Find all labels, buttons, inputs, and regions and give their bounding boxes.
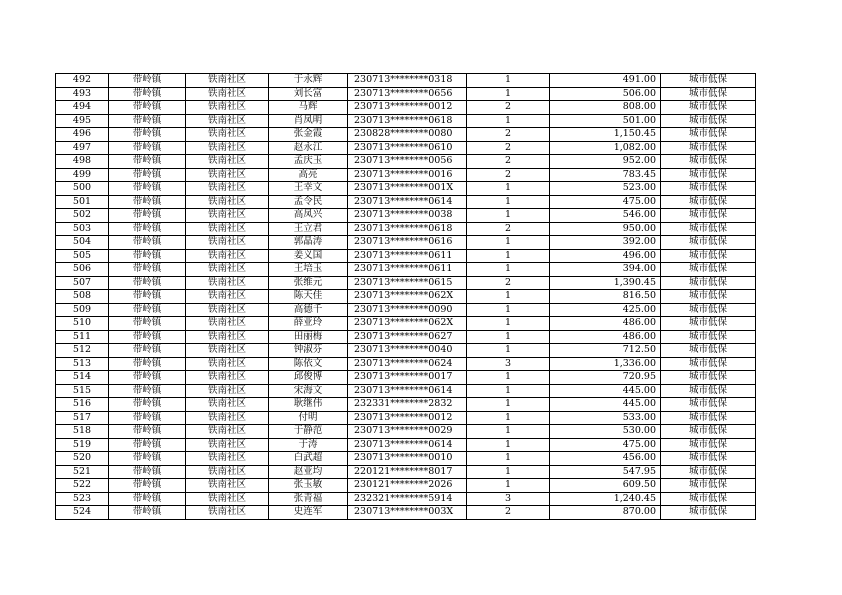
cell-category: 城市低保 <box>661 276 756 290</box>
cell-category: 城市低保 <box>661 479 756 493</box>
cell-amount: 808.00 <box>550 101 661 115</box>
cell-amount: 496.00 <box>550 249 661 263</box>
cell-amount: 491.00 <box>550 74 661 88</box>
cell-amount: 475.00 <box>550 195 661 209</box>
cell-category: 城市低保 <box>661 87 756 101</box>
cell-community: 铁南社区 <box>186 492 269 506</box>
cell-amount: 456.00 <box>550 452 661 466</box>
cell-id-number: 230713********0056 <box>348 155 467 169</box>
cell-household-size: 2 <box>467 141 550 155</box>
cell-id-number: 230828********0080 <box>348 128 467 142</box>
cell-household-size: 1 <box>467 317 550 331</box>
cell-row-number: 524 <box>56 506 109 520</box>
cell-household-size: 1 <box>467 330 550 344</box>
cell-row-number: 517 <box>56 411 109 425</box>
cell-name: 孟庆玉 <box>269 155 348 169</box>
cell-amount: 950.00 <box>550 222 661 236</box>
cell-town: 带岭镇 <box>109 128 186 142</box>
cell-town: 带岭镇 <box>109 249 186 263</box>
cell-town: 带岭镇 <box>109 438 186 452</box>
cell-row-number: 502 <box>56 209 109 223</box>
cell-community: 铁南社区 <box>186 344 269 358</box>
cell-town: 带岭镇 <box>109 317 186 331</box>
cell-category: 城市低保 <box>661 330 756 344</box>
cell-row-number: 493 <box>56 87 109 101</box>
cell-amount: 1,336.00 <box>550 357 661 371</box>
cell-row-number: 521 <box>56 465 109 479</box>
cell-town: 带岭镇 <box>109 452 186 466</box>
cell-household-size: 2 <box>467 276 550 290</box>
cell-household-size: 1 <box>467 438 550 452</box>
cell-id-number: 230713********0656 <box>348 87 467 101</box>
table-row <box>56 452 756 466</box>
cell-name: 付明 <box>269 411 348 425</box>
cell-category: 城市低保 <box>661 101 756 115</box>
data-table <box>55 73 756 520</box>
table-row <box>56 87 756 101</box>
table-row <box>56 479 756 493</box>
cell-town: 带岭镇 <box>109 357 186 371</box>
cell-id-number: 230121********2026 <box>348 479 467 493</box>
cell-household-size: 2 <box>467 128 550 142</box>
cell-id-number: 230713********0038 <box>348 209 467 223</box>
cell-category: 城市低保 <box>661 168 756 182</box>
cell-town: 带岭镇 <box>109 303 186 317</box>
cell-community: 铁南社区 <box>186 182 269 196</box>
cell-household-size: 1 <box>467 425 550 439</box>
cell-amount: 816.50 <box>550 290 661 304</box>
cell-id-number: 232321********5914 <box>348 492 467 506</box>
cell-household-size: 1 <box>467 344 550 358</box>
table-body <box>56 74 756 520</box>
cell-community: 铁南社区 <box>186 263 269 277</box>
cell-town: 带岭镇 <box>109 155 186 169</box>
cell-community: 铁南社区 <box>186 371 269 385</box>
cell-row-number: 508 <box>56 290 109 304</box>
cell-category: 城市低保 <box>661 357 756 371</box>
cell-town: 带岭镇 <box>109 236 186 250</box>
cell-name: 王立君 <box>269 222 348 236</box>
cell-community: 铁南社区 <box>186 168 269 182</box>
cell-household-size: 1 <box>467 290 550 304</box>
cell-row-number: 510 <box>56 317 109 331</box>
cell-amount: 1,240.45 <box>550 492 661 506</box>
cell-community: 铁南社区 <box>186 222 269 236</box>
cell-category: 城市低保 <box>661 128 756 142</box>
cell-community: 铁南社区 <box>186 236 269 250</box>
cell-name: 高德千 <box>269 303 348 317</box>
cell-community: 铁南社区 <box>186 438 269 452</box>
cell-id-number: 230713********0627 <box>348 330 467 344</box>
cell-name: 陈天佳 <box>269 290 348 304</box>
cell-community: 铁南社区 <box>186 101 269 115</box>
cell-id-number: 230713********0611 <box>348 249 467 263</box>
cell-town: 带岭镇 <box>109 411 186 425</box>
cell-town: 带岭镇 <box>109 182 186 196</box>
cell-town: 带岭镇 <box>109 384 186 398</box>
cell-community: 铁南社区 <box>186 425 269 439</box>
cell-amount: 392.00 <box>550 236 661 250</box>
cell-amount: 712.50 <box>550 344 661 358</box>
cell-household-size: 1 <box>467 398 550 412</box>
cell-town: 带岭镇 <box>109 276 186 290</box>
cell-id-number: 230713********0616 <box>348 236 467 250</box>
cell-row-number: 504 <box>56 236 109 250</box>
cell-category: 城市低保 <box>661 384 756 398</box>
cell-category: 城市低保 <box>661 74 756 88</box>
table-row <box>56 236 756 250</box>
cell-household-size: 1 <box>467 209 550 223</box>
cell-row-number: 511 <box>56 330 109 344</box>
table-row <box>56 303 756 317</box>
cell-household-size: 1 <box>467 236 550 250</box>
cell-community: 铁南社区 <box>186 479 269 493</box>
cell-category: 城市低保 <box>661 398 756 412</box>
cell-name: 孟令民 <box>269 195 348 209</box>
cell-household-size: 3 <box>467 492 550 506</box>
cell-row-number: 519 <box>56 438 109 452</box>
cell-category: 城市低保 <box>661 155 756 169</box>
cell-amount: 952.00 <box>550 155 661 169</box>
cell-category: 城市低保 <box>661 195 756 209</box>
table-row <box>56 398 756 412</box>
cell-row-number: 518 <box>56 425 109 439</box>
cell-category: 城市低保 <box>661 452 756 466</box>
table-row <box>56 249 756 263</box>
cell-town: 带岭镇 <box>109 479 186 493</box>
cell-town: 带岭镇 <box>109 425 186 439</box>
cell-household-size: 1 <box>467 114 550 128</box>
cell-town: 带岭镇 <box>109 465 186 479</box>
cell-id-number: 230713********0029 <box>348 425 467 439</box>
table-row <box>56 141 756 155</box>
cell-amount: 501.00 <box>550 114 661 128</box>
cell-amount: 425.00 <box>550 303 661 317</box>
cell-community: 铁南社区 <box>186 452 269 466</box>
cell-household-size: 2 <box>467 222 550 236</box>
cell-row-number: 500 <box>56 182 109 196</box>
cell-name: 宋海文 <box>269 384 348 398</box>
cell-row-number: 514 <box>56 371 109 385</box>
cell-name: 马辉 <box>269 101 348 115</box>
cell-town: 带岭镇 <box>109 195 186 209</box>
cell-row-number: 494 <box>56 101 109 115</box>
cell-household-size: 2 <box>467 168 550 182</box>
cell-id-number: 230713********0615 <box>348 276 467 290</box>
cell-id-number: 230713********062X <box>348 290 467 304</box>
table-row <box>56 465 756 479</box>
table-row <box>56 425 756 439</box>
cell-name: 于涛 <box>269 438 348 452</box>
cell-name: 肖凤明 <box>269 114 348 128</box>
cell-community: 铁南社区 <box>186 195 269 209</box>
cell-household-size: 1 <box>467 465 550 479</box>
cell-household-size: 2 <box>467 155 550 169</box>
cell-community: 铁南社区 <box>186 87 269 101</box>
cell-category: 城市低保 <box>661 209 756 223</box>
table-row <box>56 182 756 196</box>
table-row <box>56 506 756 520</box>
cell-household-size: 1 <box>467 74 550 88</box>
cell-row-number: 497 <box>56 141 109 155</box>
cell-community: 铁南社区 <box>186 114 269 128</box>
cell-community: 铁南社区 <box>186 290 269 304</box>
cell-id-number: 230713********003X <box>348 506 467 520</box>
cell-household-size: 2 <box>467 101 550 115</box>
cell-amount: 1,390.45 <box>550 276 661 290</box>
cell-amount: 394.00 <box>550 263 661 277</box>
cell-category: 城市低保 <box>661 236 756 250</box>
cell-household-size: 1 <box>467 263 550 277</box>
cell-community: 铁南社区 <box>186 465 269 479</box>
cell-id-number: 220121********8017 <box>348 465 467 479</box>
cell-household-size: 3 <box>467 357 550 371</box>
table-row <box>56 344 756 358</box>
cell-amount: 1,150.45 <box>550 128 661 142</box>
cell-name: 薛亚玲 <box>269 317 348 331</box>
cell-id-number: 230713********0610 <box>348 141 467 155</box>
cell-row-number: 499 <box>56 168 109 182</box>
cell-name: 张维元 <box>269 276 348 290</box>
cell-amount: 546.00 <box>550 209 661 223</box>
cell-id-number: 230713********0016 <box>348 168 467 182</box>
cell-town: 带岭镇 <box>109 114 186 128</box>
cell-amount: 533.00 <box>550 411 661 425</box>
cell-category: 城市低保 <box>661 114 756 128</box>
cell-category: 城市低保 <box>661 411 756 425</box>
cell-town: 带岭镇 <box>109 141 186 155</box>
cell-community: 铁南社区 <box>186 357 269 371</box>
cell-household-size: 2 <box>467 506 550 520</box>
cell-name: 王幸文 <box>269 182 348 196</box>
table-row <box>56 209 756 223</box>
cell-community: 铁南社区 <box>186 411 269 425</box>
cell-town: 带岭镇 <box>109 492 186 506</box>
cell-community: 铁南社区 <box>186 506 269 520</box>
table-row <box>56 263 756 277</box>
cell-town: 带岭镇 <box>109 290 186 304</box>
cell-id-number: 230713********0012 <box>348 101 467 115</box>
cell-community: 铁南社区 <box>186 276 269 290</box>
cell-amount: 783.45 <box>550 168 661 182</box>
cell-name: 赵亚均 <box>269 465 348 479</box>
cell-id-number: 230713********0040 <box>348 344 467 358</box>
cell-town: 带岭镇 <box>109 168 186 182</box>
cell-name: 钟淑芬 <box>269 344 348 358</box>
cell-name: 姜义国 <box>269 249 348 263</box>
cell-id-number: 230713********0624 <box>348 357 467 371</box>
cell-category: 城市低保 <box>661 465 756 479</box>
cell-town: 带岭镇 <box>109 506 186 520</box>
cell-town: 带岭镇 <box>109 222 186 236</box>
table-row <box>56 168 756 182</box>
cell-town: 带岭镇 <box>109 398 186 412</box>
cell-amount: 475.00 <box>550 438 661 452</box>
cell-row-number: 501 <box>56 195 109 209</box>
table-row <box>56 195 756 209</box>
table-row <box>56 74 756 88</box>
cell-town: 带岭镇 <box>109 74 186 88</box>
cell-category: 城市低保 <box>661 425 756 439</box>
cell-amount: 1,082.00 <box>550 141 661 155</box>
cell-id-number: 230713********0090 <box>348 303 467 317</box>
cell-id-number: 230713********0012 <box>348 411 467 425</box>
cell-name: 赵永江 <box>269 141 348 155</box>
cell-household-size: 1 <box>467 195 550 209</box>
cell-town: 带岭镇 <box>109 344 186 358</box>
cell-town: 带岭镇 <box>109 371 186 385</box>
cell-row-number: 522 <box>56 479 109 493</box>
cell-id-number: 230713********0618 <box>348 114 467 128</box>
cell-household-size: 1 <box>467 303 550 317</box>
cell-id-number: 230713********0614 <box>348 438 467 452</box>
table-row <box>56 411 756 425</box>
cell-id-number: 230713********0010 <box>348 452 467 466</box>
cell-category: 城市低保 <box>661 182 756 196</box>
table-row <box>56 492 756 506</box>
cell-name: 史连军 <box>269 506 348 520</box>
cell-name: 张金霞 <box>269 128 348 142</box>
cell-row-number: 495 <box>56 114 109 128</box>
cell-category: 城市低保 <box>661 317 756 331</box>
cell-name: 刘长富 <box>269 87 348 101</box>
cell-community: 铁南社区 <box>186 249 269 263</box>
cell-community: 铁南社区 <box>186 398 269 412</box>
cell-community: 铁南社区 <box>186 74 269 88</box>
table-row <box>56 128 756 142</box>
cell-name: 于永辉 <box>269 74 348 88</box>
table-row <box>56 155 756 169</box>
cell-community: 铁南社区 <box>186 330 269 344</box>
table-row <box>56 371 756 385</box>
cell-amount: 870.00 <box>550 506 661 520</box>
cell-row-number: 513 <box>56 357 109 371</box>
table-row <box>56 438 756 452</box>
cell-town: 带岭镇 <box>109 101 186 115</box>
table-row <box>56 357 756 371</box>
cell-amount: 609.50 <box>550 479 661 493</box>
table-row <box>56 290 756 304</box>
table-row <box>56 101 756 115</box>
cell-name: 高凤兴 <box>269 209 348 223</box>
cell-amount: 523.00 <box>550 182 661 196</box>
cell-row-number: 503 <box>56 222 109 236</box>
cell-amount: 486.00 <box>550 330 661 344</box>
cell-name: 耿继伟 <box>269 398 348 412</box>
cell-household-size: 1 <box>467 384 550 398</box>
cell-household-size: 1 <box>467 452 550 466</box>
cell-category: 城市低保 <box>661 290 756 304</box>
cell-community: 铁南社区 <box>186 141 269 155</box>
cell-category: 城市低保 <box>661 249 756 263</box>
cell-row-number: 516 <box>56 398 109 412</box>
cell-id-number: 230713********0318 <box>348 74 467 88</box>
cell-row-number: 520 <box>56 452 109 466</box>
cell-row-number: 515 <box>56 384 109 398</box>
table-row <box>56 276 756 290</box>
cell-name: 白武超 <box>269 452 348 466</box>
cell-amount: 445.00 <box>550 384 661 398</box>
cell-id-number: 230713********0614 <box>348 195 467 209</box>
cell-amount: 486.00 <box>550 317 661 331</box>
cell-amount: 445.00 <box>550 398 661 412</box>
cell-household-size: 1 <box>467 371 550 385</box>
cell-name: 郭晶涛 <box>269 236 348 250</box>
cell-name: 王培玉 <box>269 263 348 277</box>
cell-category: 城市低保 <box>661 371 756 385</box>
cell-category: 城市低保 <box>661 438 756 452</box>
cell-household-size: 1 <box>467 182 550 196</box>
cell-amount: 506.00 <box>550 87 661 101</box>
table-row <box>56 114 756 128</box>
table-row <box>56 330 756 344</box>
cell-category: 城市低保 <box>661 303 756 317</box>
cell-category: 城市低保 <box>661 222 756 236</box>
cell-town: 带岭镇 <box>109 87 186 101</box>
cell-household-size: 1 <box>467 87 550 101</box>
cell-community: 铁南社区 <box>186 317 269 331</box>
table-row <box>56 222 756 236</box>
cell-community: 铁南社区 <box>186 128 269 142</box>
cell-row-number: 505 <box>56 249 109 263</box>
cell-name: 邱俊博 <box>269 371 348 385</box>
table-row <box>56 317 756 331</box>
cell-name: 陈依文 <box>269 357 348 371</box>
cell-amount: 547.95 <box>550 465 661 479</box>
cell-row-number: 523 <box>56 492 109 506</box>
cell-row-number: 498 <box>56 155 109 169</box>
cell-category: 城市低保 <box>661 344 756 358</box>
table-row <box>56 384 756 398</box>
cell-name: 于静范 <box>269 425 348 439</box>
cell-community: 铁南社区 <box>186 209 269 223</box>
cell-amount: 530.00 <box>550 425 661 439</box>
cell-town: 带岭镇 <box>109 209 186 223</box>
cell-category: 城市低保 <box>661 492 756 506</box>
cell-town: 带岭镇 <box>109 330 186 344</box>
cell-id-number: 230713********062X <box>348 317 467 331</box>
cell-amount: 720.95 <box>550 371 661 385</box>
cell-name: 高亮 <box>269 168 348 182</box>
cell-household-size: 1 <box>467 249 550 263</box>
cell-id-number: 230713********0017 <box>348 371 467 385</box>
cell-row-number: 492 <box>56 74 109 88</box>
cell-id-number: 230713********0618 <box>348 222 467 236</box>
cell-id-number: 230713********0614 <box>348 384 467 398</box>
cell-id-number: 230713********001X <box>348 182 467 196</box>
cell-name: 田丽梅 <box>269 330 348 344</box>
cell-community: 铁南社区 <box>186 303 269 317</box>
cell-name: 张青福 <box>269 492 348 506</box>
cell-town: 带岭镇 <box>109 263 186 277</box>
cell-name: 张玉敏 <box>269 479 348 493</box>
cell-category: 城市低保 <box>661 506 756 520</box>
cell-household-size: 1 <box>467 411 550 425</box>
cell-row-number: 496 <box>56 128 109 142</box>
cell-row-number: 507 <box>56 276 109 290</box>
cell-community: 铁南社区 <box>186 155 269 169</box>
cell-community: 铁南社区 <box>186 384 269 398</box>
cell-row-number: 512 <box>56 344 109 358</box>
cell-id-number: 232331********2832 <box>348 398 467 412</box>
cell-id-number: 230713********0611 <box>348 263 467 277</box>
cell-row-number: 506 <box>56 263 109 277</box>
cell-category: 城市低保 <box>661 263 756 277</box>
cell-household-size: 1 <box>467 479 550 493</box>
cell-row-number: 509 <box>56 303 109 317</box>
cell-category: 城市低保 <box>661 141 756 155</box>
